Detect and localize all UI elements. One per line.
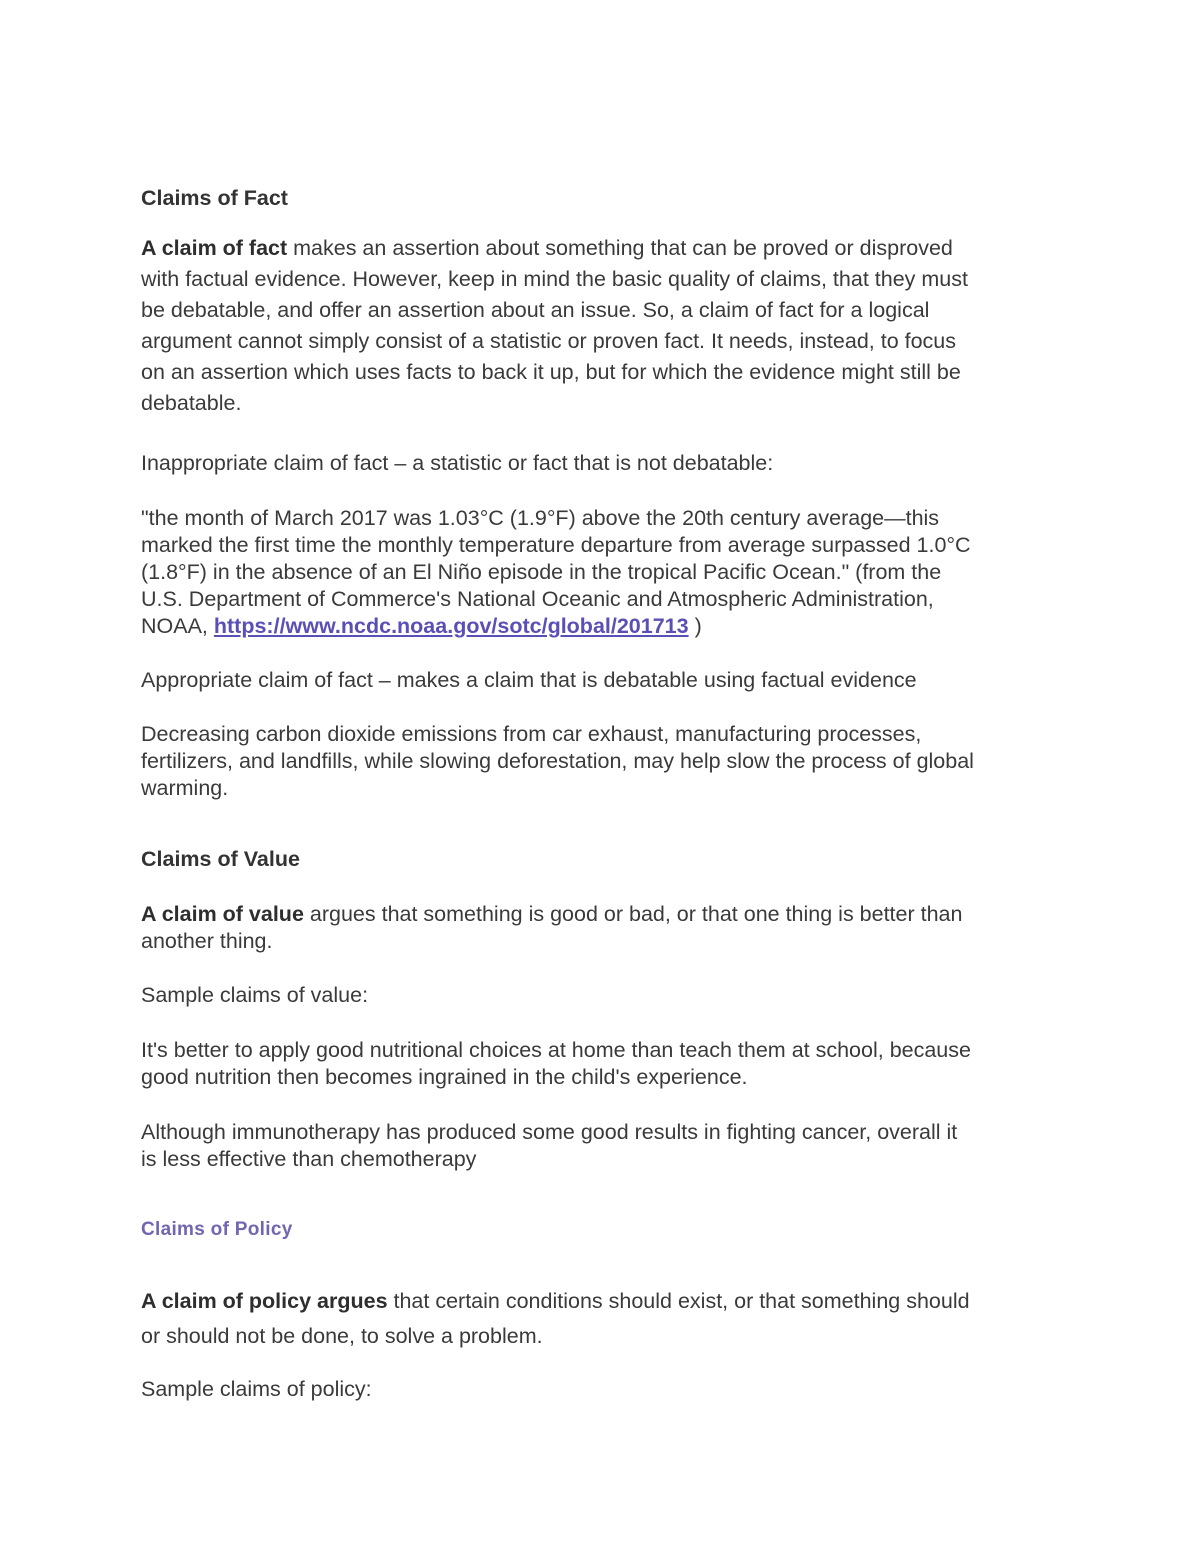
example-line: fertilizers, and landfills, while slowing deforestation, may help slow the process of global [141,749,974,773]
quote-line: U.S. Department of Commerce's National Oceanic and Atmospheric Administration, [141,587,934,611]
sample-line: good nutrition then becomes ingrained in the child's experience. [141,1065,748,1089]
quote-line: (1.8°F) in the absence of an El Niño episode in the tropical Pacific Ocean." (from the [141,560,942,584]
value-def-line: argues that something is good or bad, or that one thing is better than [303,902,963,926]
noaa-quote-paragraph [141,505,971,640]
fact-def-line: on an assertion which uses facts to back it up, but for which the evidence might still be [141,360,961,384]
example-line: Decreasing carbon dioxide emissions from car exhaust, manufacturing processes, [141,722,922,746]
value-term: A claim of value [141,902,304,926]
value-definition-paragraph [141,901,962,955]
noaa-link[interactable]: https://www.ncdc.noaa.gov/sotc/global/201713 [213,614,689,638]
fact-def-line: be debatable, and offer an assertion about an issue. So, a claim of fact for a logical [141,298,930,322]
fact-term: A claim of fact [141,236,288,260]
fact-def-line: with factual evidence. However, keep in mind the basic quality of claims, that they must [141,267,968,291]
quote-line: NOAA, [141,614,214,638]
quote-close: ) [688,614,702,638]
sample-policy-label: Sample claims of policy: [141,1377,372,1401]
heading-claims-of-value: Claims of Value [141,847,300,871]
value-def-line: another thing. [141,929,273,953]
policy-def-line: that certain conditions should exist, or that something should [387,1289,970,1313]
sample-value-label: Sample claims of value: [141,983,369,1007]
policy-definition-paragraph [141,1284,970,1354]
sample-line: Although immunotherapy has produced some good results in fighting cancer, overall it [141,1120,958,1144]
example-line: warming. [141,776,229,800]
fact-example-paragraph [141,721,974,802]
appropriate-claim-label: Appropriate claim of fact – makes a claim that is debatable using factual evidence [141,668,917,692]
inappropriate-claim-label: Inappropriate claim of fact – a statistic or fact that is not debatable: [141,451,774,475]
policy-term: A claim of policy argues [141,1289,388,1313]
fact-definition-paragraph [141,233,968,419]
sample-line: is less effective than chemotherapy [141,1147,477,1171]
quote-line: marked the first time the monthly temperature departure from average surpassed 1.0°C [141,533,971,557]
fact-def-line: argument cannot simply consist of a statistic or proven fact. It needs, instead, to focus [141,329,957,353]
quote-line: "the month of March 2017 was 1.03°C (1.9°F) above the 20th century average—this [141,506,940,530]
fact-def-line: debatable. [141,391,242,415]
heading-claims-of-fact: Claims of Fact [141,186,288,210]
value-sample-1 [141,1037,971,1091]
heading-claims-of-policy: Claims of Policy [141,1219,293,1240]
fact-def-line: makes an assertion about something that can be proved or disproved [287,236,953,260]
value-sample-2 [141,1119,957,1173]
policy-def-line: or should not be done, to solve a problem. [141,1324,543,1348]
sample-line: It's better to apply good nutritional choices at home than teach them at school, because [141,1038,971,1062]
